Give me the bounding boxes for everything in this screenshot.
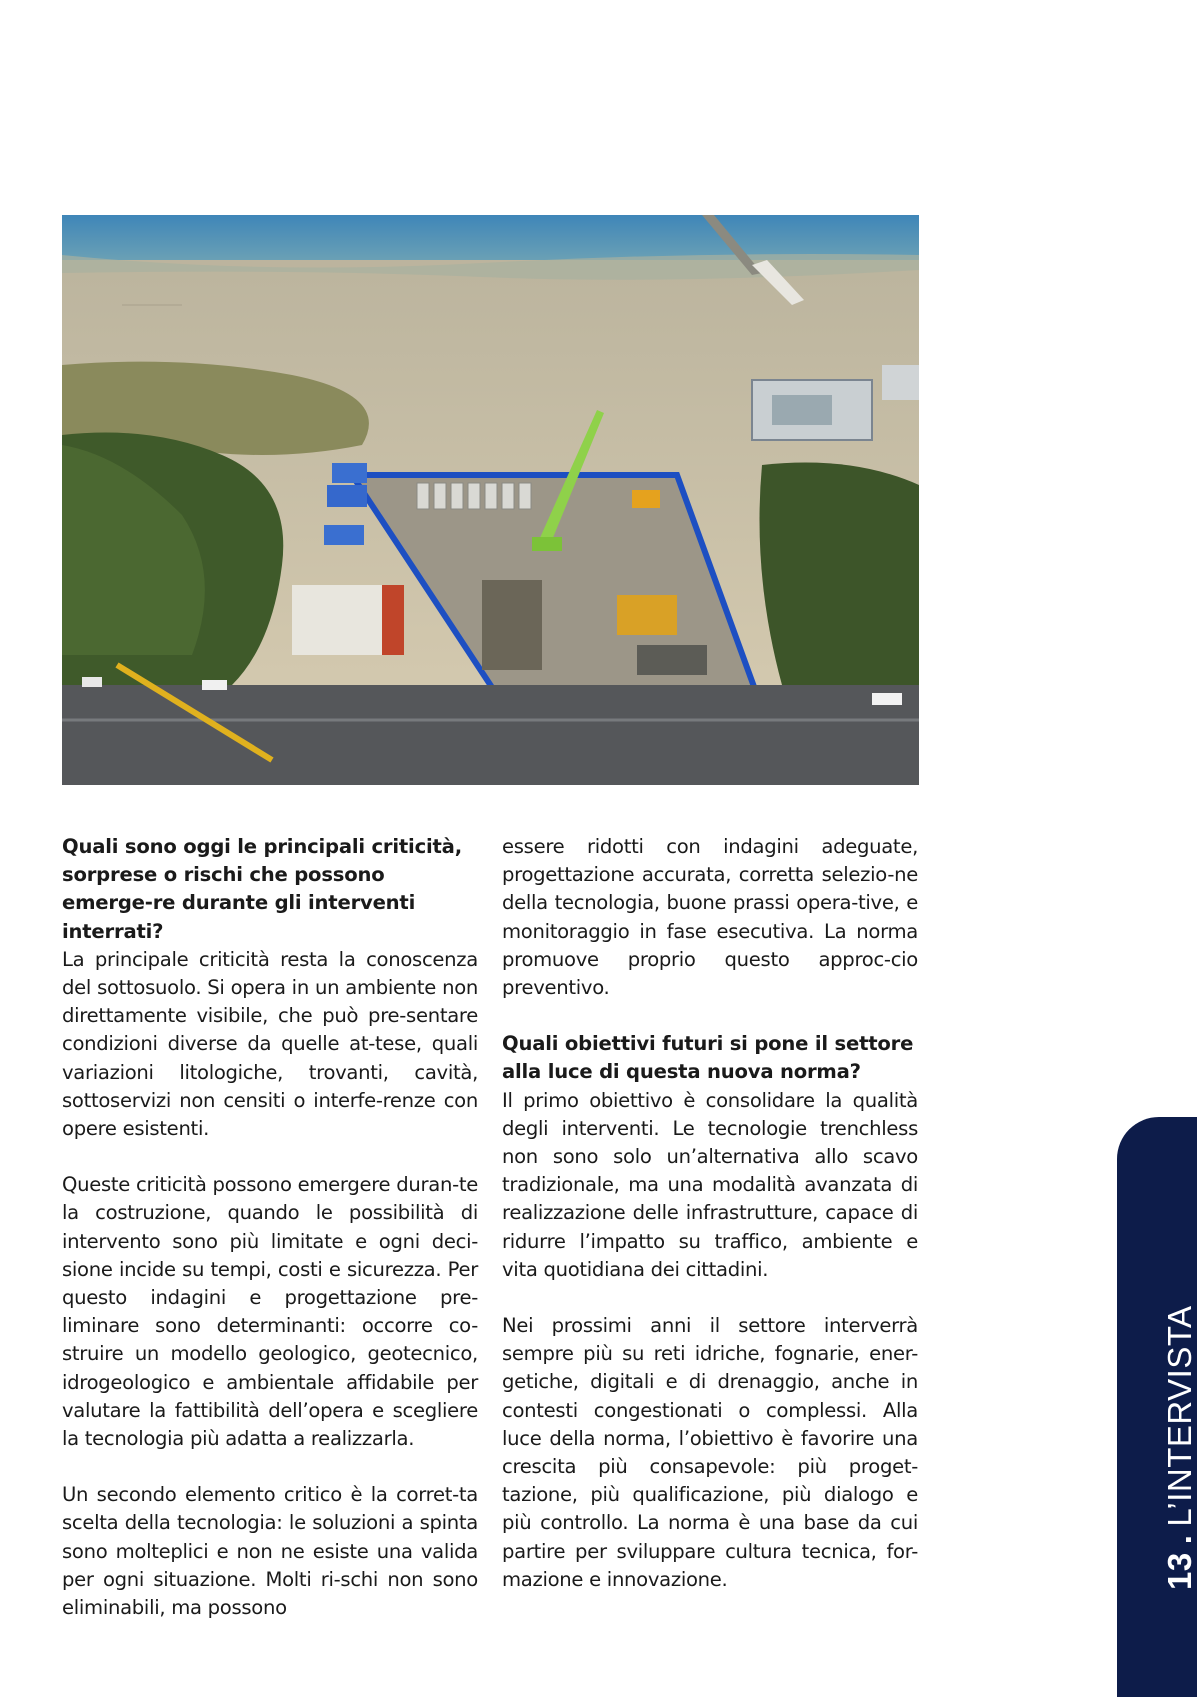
aerial-photo-illustration	[62, 215, 919, 785]
page-separator: .	[1161, 1534, 1198, 1545]
answer-paragraph: Un secondo elemento critico è la corret-ta scelta della tecnologia: le soluzioni a spinta sono molteplici e non ne esiste una valida per ogni situazione. Molti ri-schi non sono eliminabili, ma possono	[62, 1483, 478, 1620]
section-tab-label	[1161, 1305, 1199, 1590]
question-heading: Quali sono oggi le principali criticità, sorprese o rischi che possono emerge-re durante gli interventi interrati?	[62, 835, 462, 943]
question-heading: Quali obiettivi futuri si pone il settore alla luce di questa nuova norma?	[502, 1032, 914, 1084]
answer-paragraph: Il primo obiettivo è consolidare la qualità degli interventi. Le tecnologie trenchless non sono solo un’alternativa allo scavo tradizionale, ma una modalità avanzata di realizzazione delle infrastrutture, capace di ridurre l’impatto su traffico, ambiente e vita quotidiana dei cittadini.	[502, 1088, 918, 1281]
answer-paragraph-continued: essere ridotti con indagini adeguate, progettazione accurata, corretta selezio-ne della tecnologia, buone prassi opera-tive, e monitoraggio in fase esecutiva. La norma promuove proprio questo approc-cio preventivo.	[502, 835, 918, 1000]
aerial-construction-photo	[62, 215, 919, 785]
answer-paragraph: Queste criticità possono emergere duran-te la costruzione, quando le possibilità di intervento sono più limitate e ogni deci-sione incide su tempi, costi e sicurezza. Per questo indagini e progettazione pre-liminare sono determinanti: occorre co-struire un modello geologico, geotecnico, idrogeologico e ambientale affidabile per valutare la fattibilità dell’opera e scegliere la tecnologia più adatta a realizzarla.	[62, 1173, 478, 1451]
answer-paragraph: Nei prossimi anni il settore interverrà sempre più su reti idriche, fognarie, ener-getiche, digitali e di drenaggio, anche in contesti congestionati o complessi. Alla luce della norma, l’obiettivo è favorire una crescita più consapevole: più proget-tazione, più qualificazione, più dialogo e più controllo. La norma è una base da cui partire per sviluppare cultura tecnica, for-mazione e innovazione.	[502, 1314, 918, 1591]
section-title: L’INTERVISTA	[1161, 1305, 1198, 1527]
article-column-left	[62, 833, 478, 1622]
answer-paragraph: La principale criticità resta la conoscenza del sottosuolo. Si opera in un ambiente non direttamente visibile, che può pre-sentare condizioni diverse da quelle at-tese, quali variazioni litologiche, trovanti, cavità, sottoservizi non censiti o interfe-renze con opere esistenti.	[62, 947, 478, 1141]
article-column-right	[502, 833, 918, 1594]
page-number: 13	[1161, 1552, 1198, 1590]
